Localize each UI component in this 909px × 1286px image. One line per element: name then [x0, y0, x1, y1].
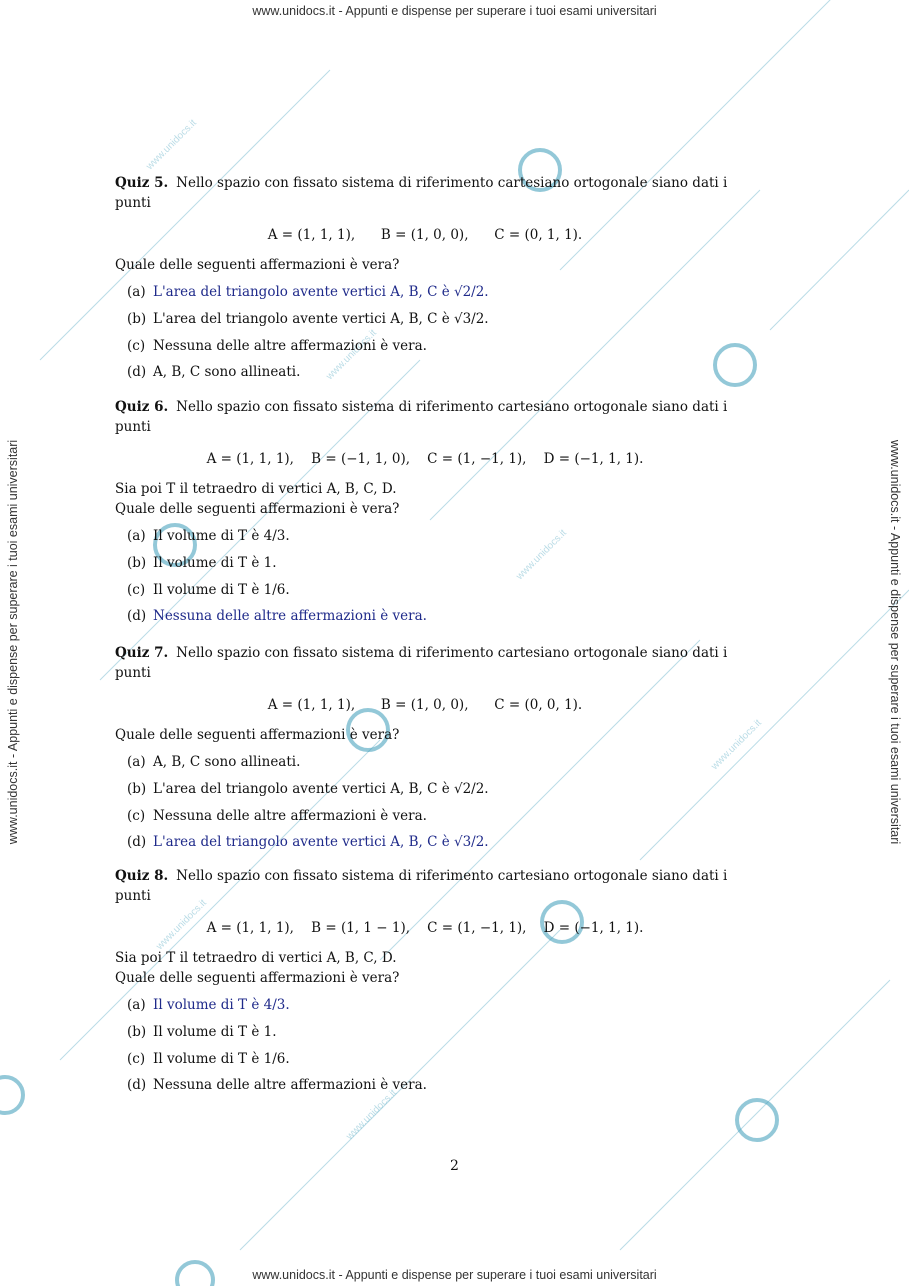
svg-text:www.unidocs.it: www.unidocs.it [324, 327, 379, 383]
quiz-6 [115, 397, 735, 630]
options-list [115, 992, 735, 1099]
option-d: (d) Nessuna delle altre affermazioni è vera. [127, 1077, 427, 1094]
option-b: (b) L'area del triangolo avente vertici A, B, C è √2/2. [127, 781, 489, 798]
quiz-7 [115, 643, 735, 856]
option-c: (c) Nessuna delle altre affermazioni è vera. [127, 337, 427, 354]
option-d: (d) L'area del triangolo avente vertici A, B, C è √3/2. [127, 834, 489, 851]
quiz-label: Quiz 7. [115, 645, 169, 661]
quiz-statement: Quiz 6. Nello spazio con fissato sistema di riferimento cartesiano ortogonale siano dati i punti [115, 399, 728, 435]
option-c: (c) Il volume di T è 1/6. [127, 1050, 290, 1067]
option-c: (c) Nessuna delle altre affermazioni è vera. [127, 807, 427, 824]
option-d: (d) Nessuna delle altre affermazioni è vera. [127, 608, 427, 625]
points-equation: A = (1, 1, 1), B = (1, 0, 0), C = (0, 0, 1). [267, 697, 583, 713]
quiz-statement: Quiz 7. Nello spazio con fissato sistema di riferimento cartesiano ortogonale siano dati i punti [115, 645, 728, 681]
question-line: Quale delle seguenti affermazioni è vera? [115, 727, 400, 743]
svg-text:www.unidocs.it: www.unidocs.it [154, 897, 209, 953]
quiz-8 [115, 866, 735, 1099]
option-a: (a) A, B, C sono allineati. [127, 754, 301, 771]
option-a: (a) Il volume di T è 4/3. [127, 997, 290, 1014]
option-b: (b) Il volume di T è 1. [127, 1024, 277, 1041]
question-line: Quale delle seguenti affermazioni è vera? [115, 970, 400, 986]
options-list [115, 523, 735, 630]
question-line: Quale delle seguenti affermazioni è vera? [115, 257, 400, 273]
svg-text:www.unidocs.it: www.unidocs.it [144, 117, 199, 173]
option-c: (c) Il volume di T è 1/6. [127, 581, 290, 598]
points-equation: A = (1, 1, 1), B = (1, 0, 0), C = (0, 1, 1). [267, 227, 583, 243]
quiz-label: Quiz 5. [115, 175, 169, 191]
watermark-side-left: www.unidocs.it - Appunti e dispense per superare i tuoi esami universitari [6, 439, 20, 845]
option-d: (d) A, B, C sono allineati. [127, 364, 301, 381]
quiz-5 [115, 173, 735, 386]
svg-text:www.unidocs.it: www.unidocs.it [344, 1087, 399, 1143]
option-a: (a) Il volume di T è 4/3. [127, 528, 290, 545]
points-equation: A = (1, 1, 1), B = (−1, 1, 0), C = (1, −1, 1), D = (−1, 1, 1). [206, 451, 644, 467]
svg-text:www.unidocs.it: www.unidocs.it [514, 527, 569, 583]
option-a: (a) L'area del triangolo avente vertici A, B, C è √2/2. [127, 284, 489, 301]
watermark-banner-top: www.unidocs.it - Appunti e dispense per superare i tuoi esami universitari [252, 4, 657, 18]
watermark-banner-bottom: www.unidocs.it - Appunti e dispense per superare i tuoi esami universitari [252, 1268, 657, 1282]
extra-line: Sia poi T il tetraedro di vertici A, B, C, D. [115, 481, 397, 497]
options-list [115, 749, 735, 856]
page-number: 2 [450, 1158, 459, 1174]
extra-line: Sia poi T il tetraedro di vertici A, B, C, D. [115, 950, 397, 966]
options-list [115, 279, 735, 386]
quiz-label: Quiz 8. [115, 868, 169, 884]
svg-text:www.unidocs.it: www.unidocs.it [709, 717, 764, 773]
points-equation: A = (1, 1, 1), B = (1, 1 − 1), C = (1, −1, 1), D = (−1, 1, 1). [206, 920, 644, 936]
quiz-statement: Quiz 5. Nello spazio con fissato sistema di riferimento cartesiano ortogonale siano dati i punti [115, 175, 728, 211]
option-b: (b) L'area del triangolo avente vertici A, B, C è √3/2. [127, 311, 489, 328]
quiz-label: Quiz 6. [115, 399, 169, 415]
option-b: (b) Il volume di T è 1. [127, 555, 277, 572]
quiz-statement: Quiz 8. Nello spazio con fissato sistema di riferimento cartesiano ortogonale siano dati i punti [115, 868, 728, 904]
question-line: Quale delle seguenti affermazioni è vera? [115, 501, 400, 517]
watermark-side-right: www.unidocs.it - Appunti e dispense per superare i tuoi esami universitari [888, 439, 902, 845]
